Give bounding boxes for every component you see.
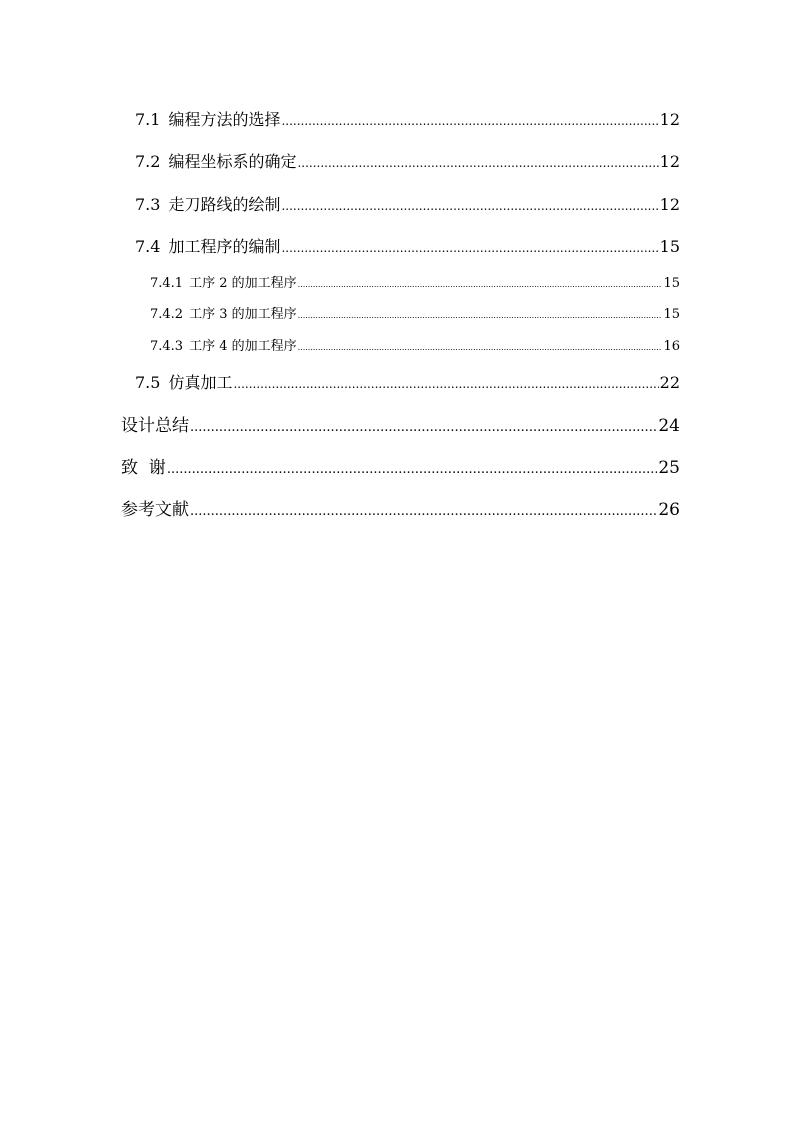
toc-entry-label xyxy=(135,192,280,215)
toc-entry-references[interactable] xyxy=(121,495,680,520)
toc-entry-7-4[interactable] xyxy=(135,234,680,257)
dot-leader xyxy=(281,114,658,128)
toc-entry-number: 7.4.3 xyxy=(150,339,184,354)
dot-leader xyxy=(190,420,657,435)
toc-entry-page: 16 xyxy=(663,339,680,354)
toc-entry-7-3[interactable] xyxy=(135,192,680,215)
toc-entry-label xyxy=(150,335,297,354)
toc-entry-page: 15 xyxy=(659,237,680,256)
toc-entry-title: 编程坐标系的确定 xyxy=(168,152,297,171)
toc-entry-title: 设计总结 xyxy=(121,416,189,436)
toc-entry-title: 走刀路线的绘制 xyxy=(168,195,281,214)
toc-entry-number: 7.4.2 xyxy=(150,307,184,322)
toc-entry-acknowledgements[interactable] xyxy=(121,453,680,478)
toc-entry-number: 7.3 xyxy=(135,195,161,214)
toc-entry-number: 7.4 xyxy=(135,237,161,256)
toc-entry-label xyxy=(135,107,280,130)
toc-entry-title: 仿真加工 xyxy=(168,373,233,392)
toc-entry-7-2[interactable] xyxy=(135,149,680,172)
toc-entry-title: 工序 3 的加工程序 xyxy=(189,307,297,322)
dot-leader xyxy=(298,311,663,320)
dot-leader xyxy=(233,377,658,391)
toc-entry-page: 12 xyxy=(659,195,680,214)
toc-entry-design-summary[interactable] xyxy=(121,411,680,436)
toc-entry-label xyxy=(135,234,280,257)
toc-entry-page: 22 xyxy=(659,373,680,392)
toc-entry-title: 参考文献 xyxy=(121,500,189,520)
toc-entry-7-4-2[interactable] xyxy=(150,303,680,322)
toc-entry-7-4-3[interactable] xyxy=(150,335,680,354)
toc-entry-7-4-1[interactable] xyxy=(150,272,680,291)
dot-leader xyxy=(298,343,663,352)
dot-leader xyxy=(281,241,658,255)
toc-entry-page: 24 xyxy=(658,416,680,436)
toc-entry-number: 7.2 xyxy=(135,152,161,171)
dot-leader xyxy=(281,199,658,213)
dot-leader xyxy=(167,462,658,477)
toc-entry-title: 加工程序的编制 xyxy=(168,237,281,256)
toc-entry-title: 工序 4 的加工程序 xyxy=(189,339,297,354)
toc-entry-page: 12 xyxy=(659,152,680,171)
toc-entry-label xyxy=(135,370,232,393)
dot-leader xyxy=(297,156,658,170)
toc-entry-page: 25 xyxy=(658,458,680,478)
toc-entry-title: 致 谢 xyxy=(121,458,166,478)
toc-entry-page: 15 xyxy=(663,276,680,291)
toc-entry-title: 编程方法的选择 xyxy=(168,110,281,129)
dot-leader xyxy=(298,280,663,289)
toc-entry-label xyxy=(135,149,296,172)
dot-leader xyxy=(190,504,657,519)
toc-entry-7-5[interactable] xyxy=(135,370,680,393)
toc-entry-page: 26 xyxy=(658,500,680,520)
toc-entry-number: 7.4.1 xyxy=(150,276,184,291)
toc-entry-7-1[interactable] xyxy=(135,107,680,130)
toc-entry-number: 7.5 xyxy=(135,373,161,392)
toc-entry-number: 7.1 xyxy=(135,110,161,129)
toc-entry-page: 12 xyxy=(659,110,680,129)
toc-entry-label xyxy=(150,272,297,291)
toc-entry-label xyxy=(150,303,297,322)
toc-entry-page: 15 xyxy=(663,307,680,322)
toc-entry-title: 工序 2 的加工程序 xyxy=(189,276,297,291)
